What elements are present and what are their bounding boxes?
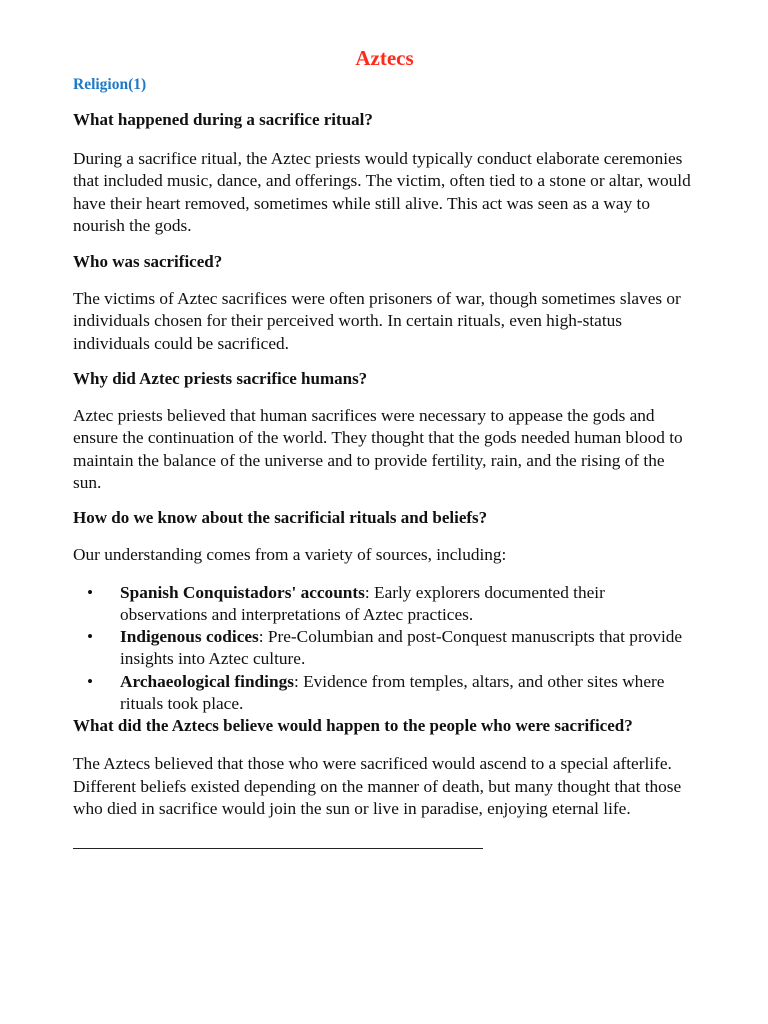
answer-ritual: During a sacrifice ritual, the Aztec priests would typically conduct elaborate ceremonies that included music, dance, and offerings. The victim, often tied to a stone or altar, would have their heart removed, sometimes while still alive. This act was seen as a way to nourish the gods. <box>73 149 691 235</box>
document-title: Aztecs <box>355 46 414 70</box>
list-item <box>73 671 696 716</box>
question-why-sacrifice: Why did Aztec priests sacrifice humans? <box>73 369 368 389</box>
bullet-icon: • <box>87 671 94 691</box>
answer-who-sacrificed: The victims of Aztec sacrifices were often prisoners of war, though sometimes slaves or individuals chosen for their perceived worth. In certain rituals, even high-status individuals could be sacrificed. <box>73 289 681 353</box>
source-term: Indigenous codices <box>120 627 259 647</box>
question-who-sacrificed: Who was sacrificed? <box>73 252 223 272</box>
source-description: : Early explorers documented their observations and interpretations of Aztec practices. <box>120 582 605 624</box>
source-description: : Evidence from temples, altars, and other sites where rituals took place. <box>120 671 665 714</box>
answer-why-sacrifice: Aztec priests believed that human sacrifices were necessary to appease the gods and ensure the continuation of the world. They thought that the gods needed human blood to maintain the balance of the universe and to provide fertility, rain, and the rising of the sun. <box>73 406 683 492</box>
question-sources: How do we know about the sacrificial rituals and beliefs? <box>73 508 488 528</box>
list-item <box>73 626 696 671</box>
bullet-icon: • <box>87 627 94 647</box>
question-ritual: What happened during a sacrifice ritual? <box>73 110 373 129</box>
bullet-icon: • <box>87 582 94 602</box>
answer-afterlife: The Aztecs believed that those who were sacrificed would ascend to a special afterlife. Different beliefs existed depending on the manner of death, but many thought that those who died in sacrifice would join the sun or live in paradise, enjoying eternal life. <box>73 754 682 818</box>
question-afterlife: What did the Aztecs believe would happen to the people who were sacrificed? <box>73 716 633 736</box>
list-item <box>73 582 696 627</box>
sources-list <box>73 582 696 716</box>
answer-sources-intro: Our understanding comes from a variety of sources, including: <box>73 545 507 565</box>
section-label: Religion(1) <box>73 76 147 93</box>
source-term: Spanish Conquistadors' accounts <box>120 582 365 602</box>
source-term: Archaeological findings <box>120 671 294 691</box>
source-description: : Pre-Columbian and post-Conquest manuscripts that provide insights into Aztec culture. <box>120 627 683 669</box>
divider-line <box>73 848 483 849</box>
